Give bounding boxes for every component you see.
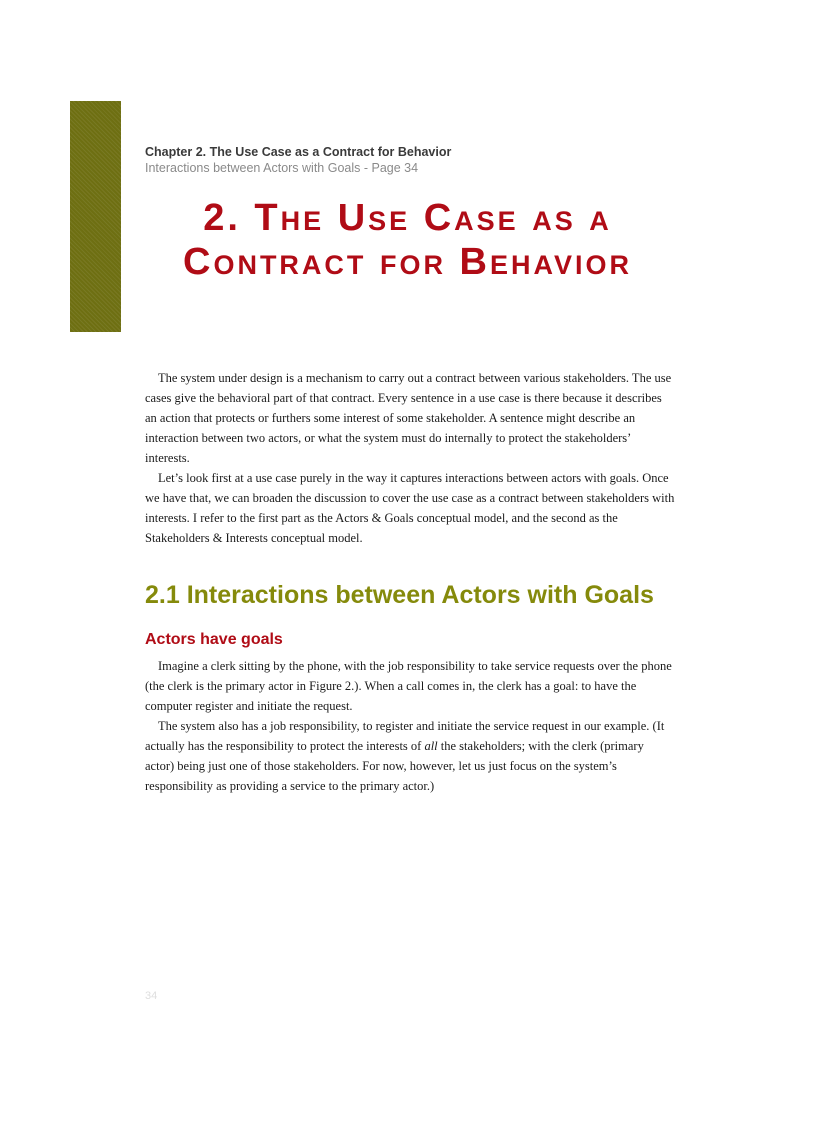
section-paragraph-2-start: The system also has a job responsibility, to register and initiate the service request in our example. (It actually has the responsibility to protect the interests of: [145, 719, 665, 753]
section-paragraph-2: [145, 716, 675, 796]
subsection-heading: Actors have goals: [145, 631, 283, 648]
chapter-title: 2. The Use Case as a Contract for Behavior: [183, 197, 632, 283]
section-heading: 2.1 Interactions between Actors with Goals: [145, 581, 654, 609]
emphasis-all: all: [424, 739, 438, 753]
running-header-chapter: Chapter 2. The Use Case as a Contract for Behavior: [145, 145, 452, 159]
page-number: 34: [145, 990, 158, 1002]
chapter-side-bar: [70, 101, 121, 332]
intro-text: [145, 368, 675, 548]
running-header-section: Interactions between Actors with Goals - Page 34: [145, 161, 419, 175]
running-header: [145, 144, 705, 176]
section-paragraph-1: Imagine a clerk sitting by the phone, with the job responsibility to take service requests over the phone (the clerk is the primary actor in Figure 2.). When a call comes in, the clerk has a goal: to have the computer register and initiate the request.: [145, 659, 672, 713]
intro-paragraph-2: Let’s look first at a use case purely in the way it captures interactions between actors with goals. Once we have that, we can broaden the discussion to cover the use case as a contract between stakeholders with interests. I refer to the first part as the Actors & Goals conceptual model, and the second as the Stakeholders & Interests conceptual model.: [145, 471, 675, 545]
intro-paragraph-1: The system under design is a mechanism to carry out a contract between various stakeholders. The use cases give the behavioral part of that contract. Every sentence in a use case is there because it describes an action that protects or furthers some interest of some stakeholder. A sentence might describe an interaction between two actors, or what the system must do internally to protect the stakeholders’ interests.: [145, 371, 672, 465]
section-paragraph-2-end: the stakeholders; with the clerk (primary actor) being just one of those stakeholders. For now, however, let us just focus on the system’s responsibility as providing a service to the primary actor.): [145, 739, 644, 793]
section-text: [145, 656, 675, 796]
